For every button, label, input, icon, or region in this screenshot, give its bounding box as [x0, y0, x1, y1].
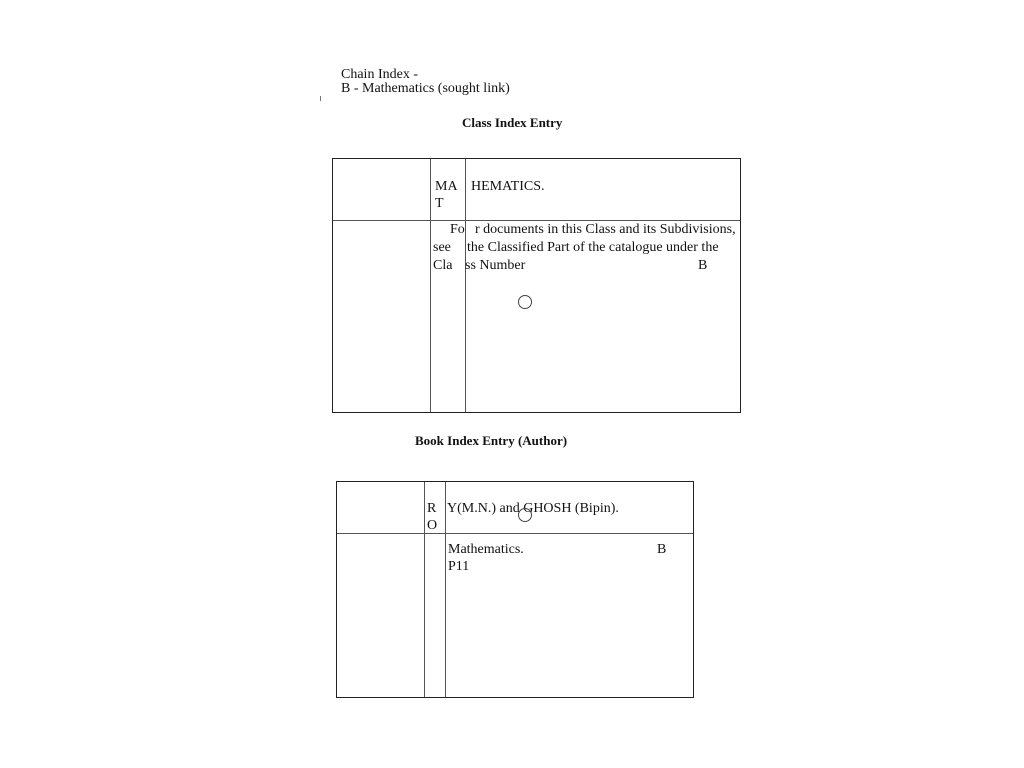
- book-card-divider-1: [424, 482, 425, 697]
- book-index-title: Book Index Entry (Author): [415, 433, 568, 448]
- stray-mark: [320, 96, 321, 101]
- book-heading-left: R: [427, 501, 437, 516]
- class-heading-left: MA: [435, 179, 458, 194]
- class-body-col2-line2: the Classified Part of the catalogue under the: [467, 240, 719, 255]
- class-number: B: [698, 258, 708, 273]
- class-heading-right: HEMATICS.: [471, 179, 545, 194]
- book-card-rule: [337, 533, 693, 534]
- class-body-col2-line1: r documents in this Class and its Subdivisions,: [475, 222, 736, 237]
- class-body-col2-line3: ss Number: [465, 258, 526, 273]
- class-card-divider-2: [465, 159, 466, 412]
- chain-index-sought-link: B - Mathematics (sought link): [341, 81, 510, 96]
- book-heading-right: Y(M.N.) and GHOSH (Bipin).: [447, 501, 619, 516]
- book-card-divider-2: [445, 482, 446, 697]
- chain-index-label: Chain Index -: [341, 67, 418, 82]
- book-call-number-book: P11: [448, 559, 470, 574]
- class-body-col1-line1: Fo: [450, 222, 465, 237]
- class-body-col1-line2: see: [433, 240, 451, 255]
- book-heading-left-2: O: [427, 518, 438, 533]
- circle-marker-icon: [518, 295, 532, 309]
- class-body-col1-line3: Cla: [433, 258, 453, 273]
- book-body-title: Mathematics.: [448, 542, 524, 557]
- class-index-card: [332, 158, 741, 413]
- class-card-divider-1: [430, 159, 431, 412]
- circle-marker-icon: [518, 508, 532, 522]
- book-call-number-class: B: [657, 542, 667, 557]
- class-index-title: Class Index Entry: [462, 115, 563, 130]
- class-card-rule: [333, 220, 740, 221]
- class-heading-left-2: T: [435, 196, 444, 211]
